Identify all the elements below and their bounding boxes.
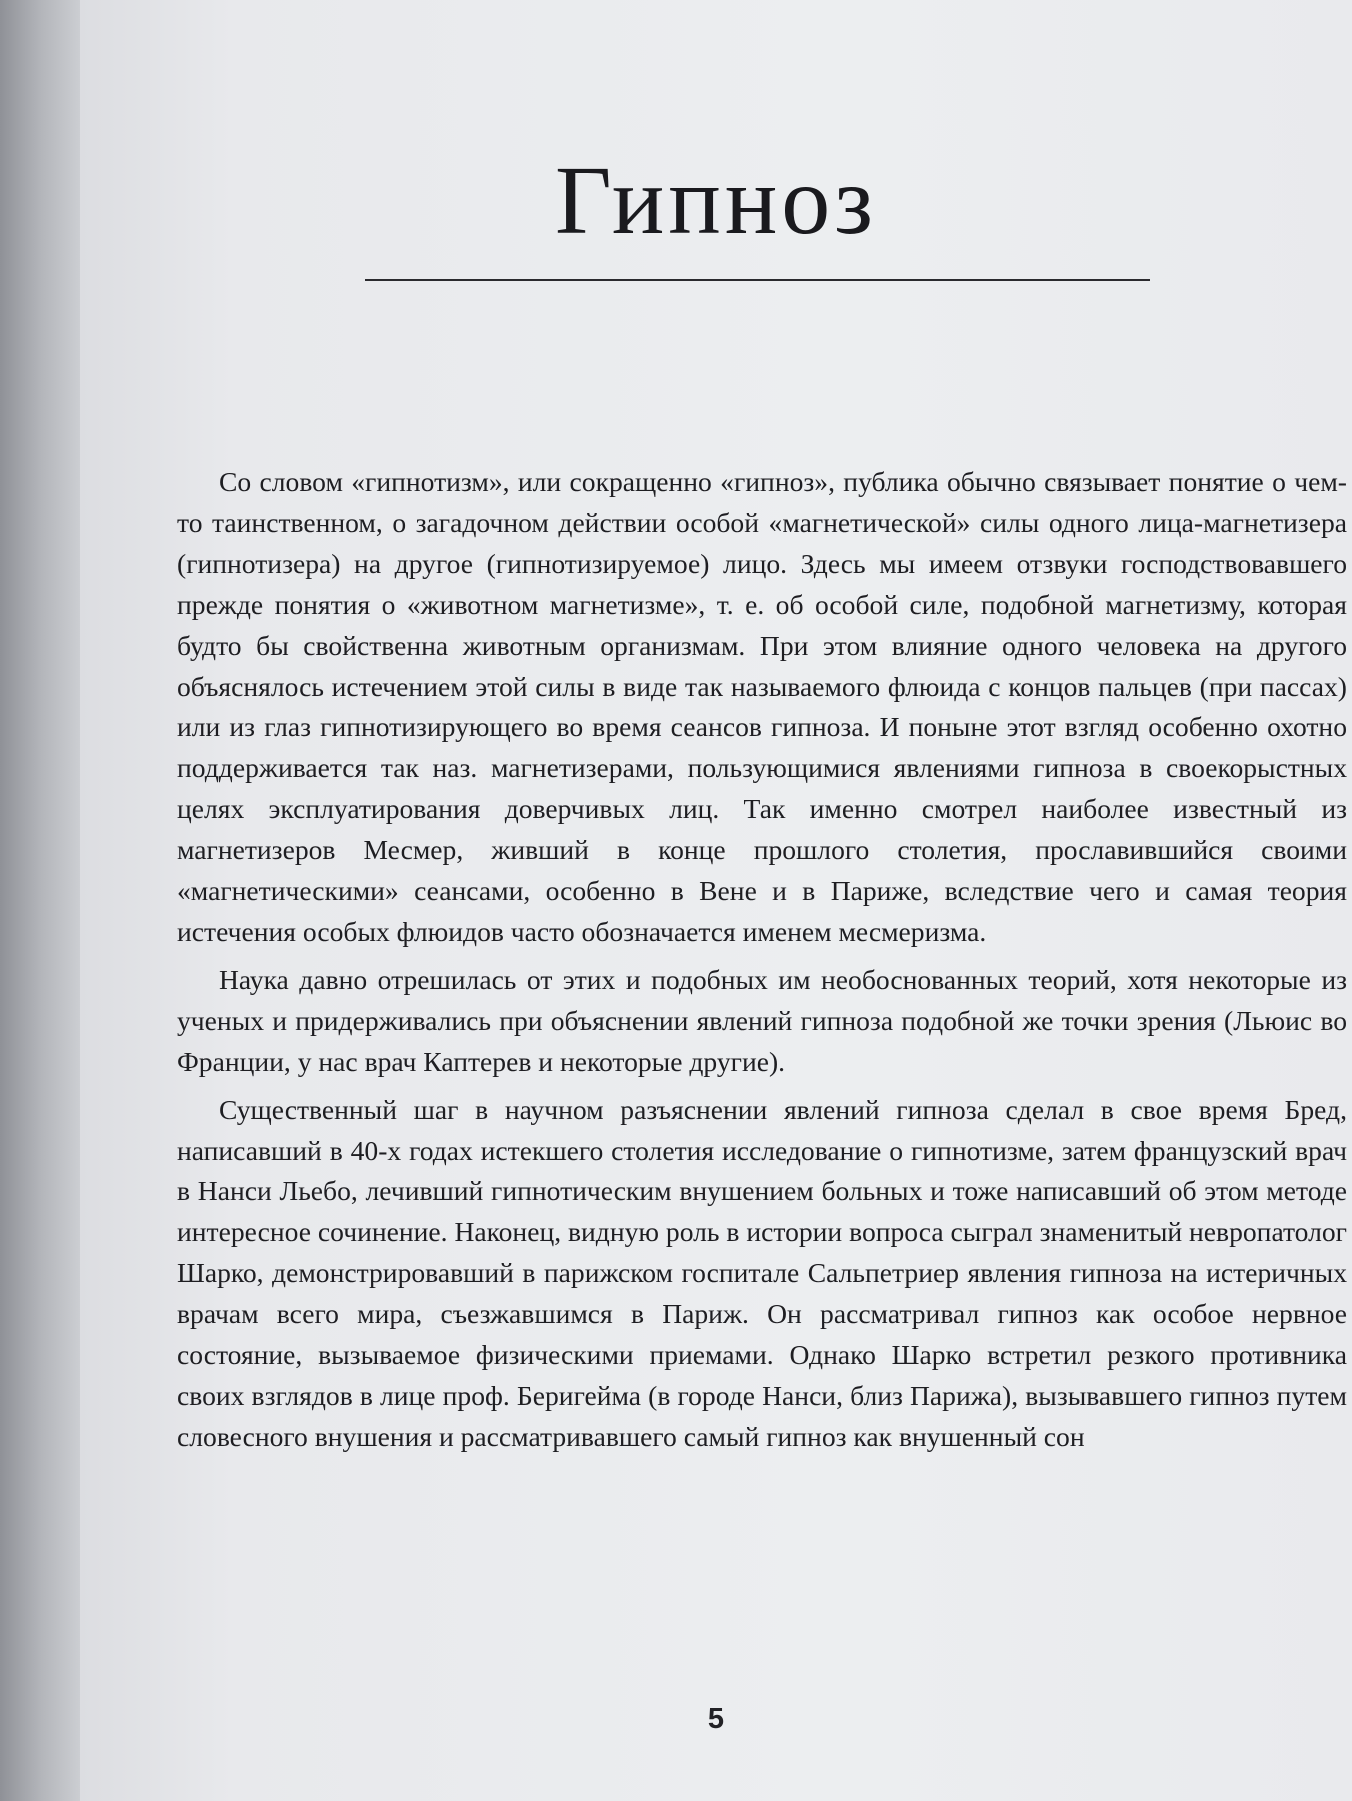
body-text: [177, 462, 1347, 1465]
title-underline: [365, 279, 1150, 281]
book-page: [80, 0, 1352, 1801]
paragraph-2: Наука давно отрешилась от этих и подобных им необоснованных теорий, хотя некоторые из ученых и придерживались при объяснении явлений гипноза подобной же точки зрения (Льюис во Франции, у нас врач Каптерев и некоторые другие).: [177, 963, 1347, 1077]
paragraph-1: Со словом «гипнотизм», или сокращенно «гипноз», публика обычно связывает понятие о чем-то таинственном, о загадочном действии особой «магнетической» силы одного лица-магнетизера (гипнотизера) на другое (гипнотизируемое) лицо. Здесь мы имеем отзвуки господствовавшего прежде понятия о «животном магнетизме», т. е. об особой силе, подобной магнетизму, которая будто бы свойственна животным организмам. При этом влияние одного человека на другого объяснялось истечением этой силы в виде так называемого флюида с концов пальцев (при пассах) или из глаз гипнотизирующего во время сеансов гипноза. И поныне этот взгляд особенно охотно поддерживается так наз. магнетизерами, пользующимися явлениями гипноза в своекорыстных целях эксплуатирования доверчивых лиц. Так именно смотрел наиболее известный из магнетизеров Месмер, живший в конце прошлого столетия, прославившийся своими «магнетическими» сеансами, особенно в Вене и в Париже, вследствие чего и самая теория истечения особых флюидов часто обозначается именем месмеризма.: [177, 466, 1347, 947]
paragraph-3: Существенный шаг в научном разъяснении явлений гипноза сделал в свое время Бред, написавший в 40-х годах истекшего столетия исследование о гипнотизме, затем французский врач в Нанси Льебо, лечивший гипнотическим внушением больных и тоже написавший об этом методе интересное сочинение. Наконец, видную роль в истории вопроса сыграл знаменитый невропатолог Шарко, демонстрировавший в парижском госпитале Сальпетриер явления гипноза на истеричных врачам всего мира, съезжавшимся в Париж. Он рассматривал гипноз как особое нервное состояние, вызываемое физическими приемами. Однако Шарко встретил резкого противника своих взглядов в лице проф. Беригейма (в городе Нанси, близ Парижа), вызывавшего гипноз путем словесного внушения и рассматривавшего самый гипноз как внушенный сон: [177, 1093, 1347, 1452]
chapter-title: Гипноз: [555, 147, 877, 255]
page-number: 5: [707, 1703, 725, 1735]
